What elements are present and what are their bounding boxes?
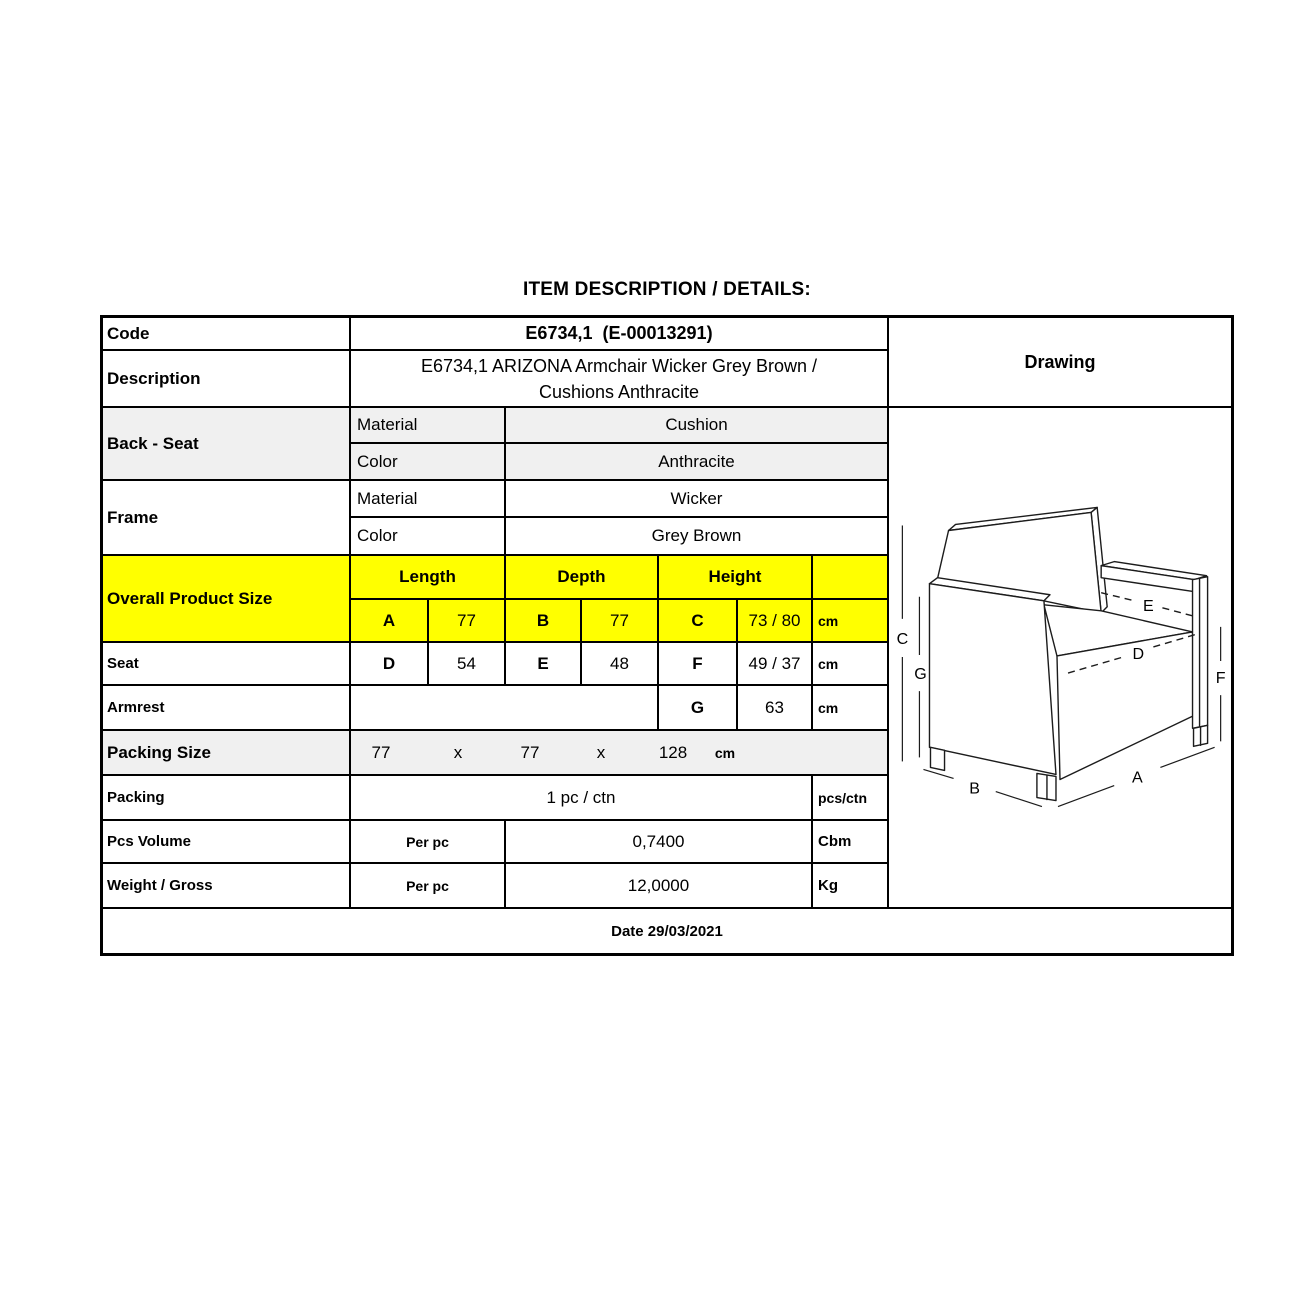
armchair-drawing: [889, 408, 1231, 907]
dim-label-d: D: [1132, 645, 1145, 664]
packing-size-v1: 77: [371, 742, 391, 762]
seat-unit: cm: [813, 643, 889, 686]
description-value: [351, 351, 889, 408]
overall-size-label: Overall Product Size: [103, 556, 351, 643]
dim-a-key: A: [351, 600, 429, 643]
weight-value: 12,0000: [506, 864, 813, 909]
dim-f-key: F: [659, 643, 738, 686]
dim-f-value: 49 / 37: [738, 643, 813, 686]
dim-e-value: 48: [582, 643, 659, 686]
description-line2: Cushions Anthracite: [538, 381, 700, 402]
dim-d-value: 54: [429, 643, 506, 686]
packing-size-v3: 128: [658, 742, 688, 762]
back-seat-color-value: Anthracite: [506, 444, 889, 481]
weight-per: Per pc: [351, 864, 506, 909]
back-seat-color-label: Color: [351, 444, 506, 481]
spec-table: [100, 315, 1234, 956]
seat-label: Seat: [103, 643, 351, 686]
code-label: Code: [103, 318, 351, 351]
dim-line-b-left: [923, 769, 953, 778]
armrest-empty-cell: [351, 686, 659, 731]
dim-label-b: B: [969, 779, 981, 798]
back-seat-material-label: Material: [351, 408, 506, 444]
depth-header: Depth: [506, 556, 659, 600]
dim-label-a: A: [1131, 768, 1143, 787]
packing-label: Packing: [103, 776, 351, 821]
dim-g-key: G: [659, 686, 738, 731]
packing-size-x1: x: [453, 742, 463, 762]
frame-color-label: Color: [351, 518, 506, 556]
dim-c-value: 73 / 80: [738, 600, 813, 643]
pcs-volume-per: Per pc: [351, 821, 506, 864]
dim-label-e: E: [1142, 596, 1154, 615]
dim-line-a-right: [1160, 747, 1214, 767]
dim-label-c: C: [896, 629, 909, 648]
base-front-face: [1057, 632, 1195, 780]
left-arm-front-face: [929, 584, 1056, 775]
pcs-volume-unit: Cbm: [813, 821, 889, 864]
overall-unit-header-cell: [813, 556, 889, 600]
dim-b-value: 77: [582, 600, 659, 643]
drawing-area: [889, 408, 1231, 909]
frame-material-value: Wicker: [506, 481, 889, 518]
pcs-volume-label: Pcs Volume: [103, 821, 351, 864]
description-label: Description: [103, 351, 351, 408]
code-value: E6734,1 (E-00013291): [351, 318, 889, 351]
armrest-label: Armrest: [103, 686, 351, 731]
dim-label-f: F: [1215, 669, 1226, 688]
dim-line-e-right: [1162, 608, 1192, 616]
weight-label: Weight / Gross: [103, 864, 351, 909]
drawing-header: Drawing: [889, 318, 1231, 408]
armrest-unit: cm: [813, 686, 889, 731]
length-header: Length: [351, 556, 506, 600]
packing-size-x2: x: [596, 742, 606, 762]
dim-line-a-left: [1058, 786, 1114, 807]
back-seat-label: Back - Seat: [103, 408, 351, 481]
back-seat-material-value: Cushion: [506, 408, 889, 444]
pcs-volume-value: 0,7400: [506, 821, 813, 864]
page-title: ITEM DESCRIPTION / DETAILS:: [523, 279, 811, 300]
dim-line-b-right: [996, 792, 1042, 807]
dim-b-key: B: [506, 600, 582, 643]
date-row: Date 29/03/2021: [611, 922, 723, 940]
packing-value: 1 pc / ctn: [351, 776, 813, 821]
frame-label: Frame: [103, 481, 351, 556]
dim-e-key: E: [506, 643, 582, 686]
overall-unit: cm: [813, 600, 889, 643]
packing-size-label: Packing Size: [103, 731, 351, 776]
packing-size-unit: cm: [714, 744, 736, 761]
dim-d-key: D: [351, 643, 429, 686]
description-line1: E6734,1 ARIZONA Armchair Wicker Grey Brown /: [420, 355, 818, 376]
dim-a-value: 77: [429, 600, 506, 643]
back-left-leg: [930, 747, 944, 770]
frame-material-label: Material: [351, 481, 506, 518]
frame-color-value: Grey Brown: [506, 518, 889, 556]
height-header: Height: [659, 556, 813, 600]
dim-label-g: G: [914, 665, 927, 684]
packing-unit: pcs/ctn: [813, 776, 889, 821]
packing-size-v2: 77: [520, 742, 540, 762]
weight-unit: Kg: [813, 864, 889, 909]
dim-g-value: 63: [738, 686, 813, 731]
dim-c-key: C: [659, 600, 738, 643]
packing-size-values: [351, 731, 889, 776]
